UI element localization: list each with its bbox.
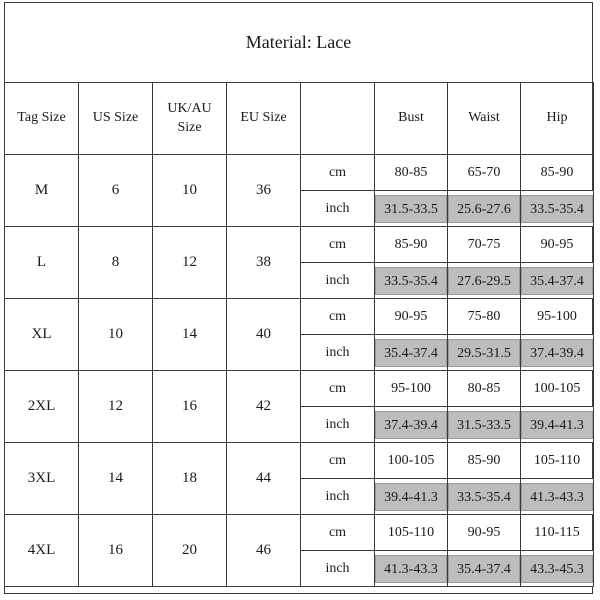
tag-size-cell: XL [5,299,79,371]
unit-inch-cell: inch [301,479,375,515]
eu-size-cell: 36 [227,155,301,227]
waist-inch-cell [448,407,521,443]
hip-inch-value: 43.3-45.3 [521,555,593,583]
uk-au-size-cell: 16 [153,371,227,443]
unit-cm-cell: cm [301,371,375,407]
uk-au-size-cell: 14 [153,299,227,371]
waist-cm-cell: 70-75 [448,227,521,263]
unit-cm-cell: cm [301,299,375,335]
uk-au-size-cell: 18 [153,443,227,515]
header-bust: Bust [375,83,448,155]
uk-au-size-cell: 10 [153,155,227,227]
bust-inch-value: 35.4-37.4 [375,339,447,367]
bust-cm-cell: 85-90 [375,227,448,263]
unit-inch-cell: inch [301,407,375,443]
unit-cm-cell: cm [301,443,375,479]
bust-inch-cell [375,551,448,587]
waist-cm-cell: 75-80 [448,299,521,335]
table-body [5,155,594,587]
unit-inch-cell: inch [301,551,375,587]
hip-inch-cell [521,335,594,371]
us-size-cell: 14 [79,443,153,515]
bust-cm-cell: 105-110 [375,515,448,551]
header-unit [301,83,375,155]
hip-cm-cell: 95-100 [521,299,594,335]
waist-inch-cell [448,263,521,299]
waist-inch-value: 27.6-29.5 [448,267,520,295]
header-eu-size: EU Size [227,83,301,155]
bust-inch-cell [375,191,448,227]
us-size-cell: 8 [79,227,153,299]
eu-size-cell: 38 [227,227,301,299]
waist-cm-cell: 65-70 [448,155,521,191]
bust-inch-cell [375,407,448,443]
hip-cm-cell: 110-115 [521,515,594,551]
unit-inch-cell: inch [301,191,375,227]
unit-cm-cell: cm [301,515,375,551]
hip-cm-cell: 90-95 [521,227,594,263]
hip-inch-value: 35.4-37.4 [521,267,593,295]
waist-inch-value: 29.5-31.5 [448,339,520,367]
tag-size-cell: M [5,155,79,227]
chart-title: Material: Lace [5,3,592,83]
eu-size-cell: 40 [227,299,301,371]
bust-inch-cell [375,263,448,299]
waist-inch-cell [448,191,521,227]
table-row [5,155,594,191]
hip-cm-cell: 85-90 [521,155,594,191]
header-row [5,83,594,155]
tag-size-cell: 4XL [5,515,79,587]
waist-inch-cell [448,551,521,587]
hip-cm-cell: 100-105 [521,371,594,407]
header-tag-size: Tag Size [5,83,79,155]
tag-size-cell: 3XL [5,443,79,515]
size-table [4,82,594,587]
hip-inch-cell [521,479,594,515]
tag-size-cell: 2XL [5,371,79,443]
header-uk-au-size [153,83,227,155]
hip-cm-cell: 105-110 [521,443,594,479]
waist-inch-value: 31.5-33.5 [448,411,520,439]
bust-cm-cell: 100-105 [375,443,448,479]
unit-inch-cell: inch [301,263,375,299]
waist-inch-cell [448,479,521,515]
hip-inch-cell [521,551,594,587]
waist-inch-value: 25.6-27.6 [448,195,520,223]
waist-cm-cell: 90-95 [448,515,521,551]
bust-inch-value: 37.4-39.4 [375,411,447,439]
hip-inch-cell [521,191,594,227]
uk-au-size-cell: 20 [153,515,227,587]
bust-inch-cell [375,335,448,371]
waist-inch-value: 35.4-37.4 [448,555,520,583]
us-size-cell: 12 [79,371,153,443]
hip-inch-value: 33.5-35.4 [521,195,593,223]
waist-inch-cell [448,335,521,371]
bust-inch-value: 41.3-43.3 [375,555,447,583]
eu-size-cell: 44 [227,443,301,515]
hip-inch-value: 39.4-41.3 [521,411,593,439]
table-row [5,227,594,263]
hip-inch-cell [521,407,594,443]
eu-size-cell: 46 [227,515,301,587]
bust-inch-cell [375,479,448,515]
us-size-cell: 10 [79,299,153,371]
bust-inch-value: 33.5-35.4 [375,267,447,295]
unit-inch-cell: inch [301,335,375,371]
hip-inch-value: 41.3-43.3 [521,483,593,511]
us-size-cell: 6 [79,155,153,227]
hip-inch-value: 37.4-39.4 [521,339,593,367]
waist-cm-cell: 85-90 [448,443,521,479]
us-size-cell: 16 [79,515,153,587]
hip-inch-cell [521,263,594,299]
uk-au-size-cell: 12 [153,227,227,299]
waist-inch-value: 33.5-35.4 [448,483,520,511]
bust-inch-value: 39.4-41.3 [375,483,447,511]
bust-inch-value: 31.5-33.5 [375,195,447,223]
bust-cm-cell: 80-85 [375,155,448,191]
table-row [5,299,594,335]
eu-size-cell: 42 [227,371,301,443]
header-waist: Waist [448,83,521,155]
tag-size-cell: L [5,227,79,299]
unit-cm-cell: cm [301,227,375,263]
header-hip: Hip [521,83,594,155]
unit-cm-cell: cm [301,155,375,191]
bust-cm-cell: 95-100 [375,371,448,407]
table-row [5,515,594,551]
header-uk-au-line1: UK/AU [167,100,212,116]
header-us-size: US Size [79,83,153,155]
table-row [5,443,594,479]
bust-cm-cell: 90-95 [375,299,448,335]
header-uk-au-line2: Size [177,119,202,135]
table-row [5,371,594,407]
waist-cm-cell: 80-85 [448,371,521,407]
